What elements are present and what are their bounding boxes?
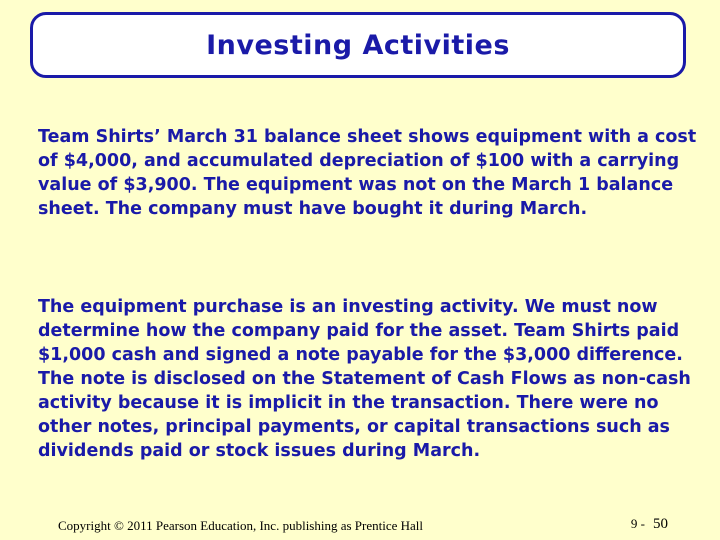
- paragraph-investing-activity: The equipment purchase is an investing activity. We must now determine how the company paid for the asset. Team Shirts paid $1,000 cash and signed a note payable for the $3,000 difference. The note is disclosed on the Statement of Cash Flows as non-cash activity because it is implicit in the transaction. There were no other notes, principal payments, or capital transactions such as dividends paid or stock issues during March.: [38, 297, 691, 461]
- paragraph-balance-sheet: Team Shirts’ March 31 balance sheet shows equipment with a cost of $4,000, and accumulated depreciation of $100 with a carrying value of $3,900. The equipment was not on the March 1 balance sheet. The company must have bought it during March.: [38, 127, 697, 219]
- footer-page-number: [631, 516, 668, 533]
- title-box: [30, 12, 686, 78]
- footer-copyright: Copyright © 2011 Pearson Education, Inc. publishing as Prentice Hall: [58, 518, 424, 533]
- footer-chapter: 9 -: [630, 516, 645, 531]
- footer-slide-number: 50: [653, 516, 668, 532]
- slide-title: Investing Activities: [206, 29, 510, 61]
